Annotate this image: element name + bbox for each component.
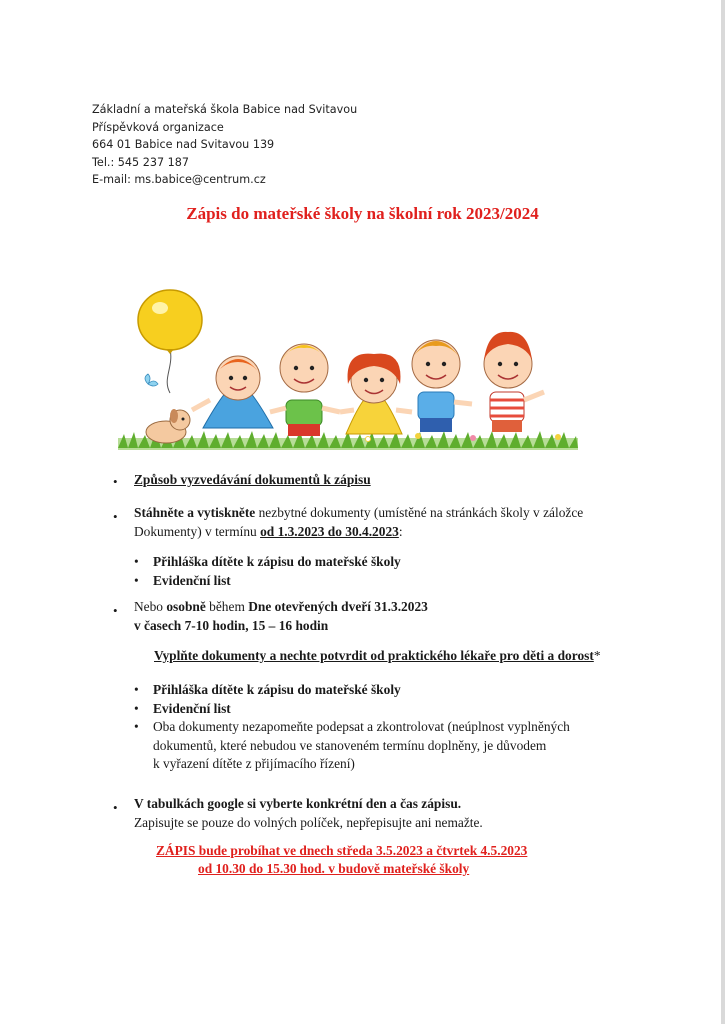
google-sheets-l1: V tabulkách google si vyberte konkrétní den a čas zápisu. <box>134 796 462 811</box>
list-item: Přihláška dítěte k zápisu do mateřské školy <box>153 554 401 569</box>
download-text-2: Dokumenty) v termínu <box>134 523 261 539</box>
school-phone: Tel.: 545 237 187 <box>92 155 189 169</box>
fill-in-text: Vyplňte dokumenty a nechte potvrdit od praktického lékaře pro děti a dorost <box>154 648 594 663</box>
school-address: 664 01 Babice nad Svitavou 139 <box>92 138 275 151</box>
children-illustration <box>118 288 588 456</box>
google-sheets-l2: Zapisujte se pouze do volných políček, nepřepisujte ani nemažte. <box>134 814 483 830</box>
document-list-2 <box>134 681 570 774</box>
child-boy-green <box>270 344 340 436</box>
butterfly <box>145 374 158 386</box>
child-girl-yellow <box>340 354 412 434</box>
download-text-1: nezbytné dokumenty (umístěné na stránkách školy v záložce <box>255 505 584 520</box>
bullet: • <box>113 509 118 524</box>
open-day-t2: během <box>205 599 249 614</box>
list-item: Přihláška dítěte k zápisu do mateřské školy <box>153 682 401 697</box>
child-girl-blue <box>192 356 273 428</box>
bullet: • <box>134 719 139 734</box>
fill-in-star: * <box>593 648 601 663</box>
download-date: od 1.3.2023 do 30.4.2023 <box>260 523 399 539</box>
bullet: • <box>113 474 118 489</box>
bullet: • <box>113 800 118 815</box>
enrollment-date-line-2 <box>198 860 469 879</box>
download-colon: : <box>398 523 403 539</box>
download-instructions <box>134 504 634 541</box>
enrollment-date-text: ZÁPIS bude probíhat ve dnech středa 3.5.2023 a čtvrtek 4.5.2023 <box>156 843 528 858</box>
bullet: • <box>134 700 139 716</box>
section-heading-collection <box>134 471 371 490</box>
open-day-b1: osobně <box>166 599 206 614</box>
open-day-b2: Dne otevřených dveří 31.3.2023 <box>248 599 428 614</box>
enrollment-date-line-1 <box>156 842 527 861</box>
open-day-hours: v časech 7-10 hodin, 15 – 16 hodin <box>134 617 329 633</box>
school-email: E-mail: ms.babice@centrum.cz <box>92 173 266 186</box>
school-header <box>92 101 357 189</box>
bullet: • <box>134 682 139 697</box>
note-line-3: k vyřazení dítěte z přijímacího řízení) <box>153 756 355 771</box>
bullet: • <box>113 603 118 618</box>
heading-text: Způsob vyzvedávání dokumentů k zápisu <box>134 472 371 487</box>
page-title: Zápis do mateřské školy na školní rok 2023/2024 <box>186 204 539 223</box>
document-list-1 <box>134 553 401 590</box>
bullet: • <box>134 554 139 569</box>
child-boy-striped <box>484 332 544 432</box>
enrollment-time-text: od 10.30 do 15.30 hod. v budově mateřské školy <box>198 861 470 876</box>
note-line-2: dokumentů, které nebudou ve stanoveném termínu doplněny, je důvodem <box>153 737 547 753</box>
google-sheets-info <box>134 795 483 832</box>
download-bold: Stáhněte a vytiskněte <box>134 505 256 520</box>
fill-in-heading <box>154 647 601 666</box>
child-boy-blue <box>412 340 472 432</box>
bullet: • <box>134 572 139 588</box>
list-item: Evidenční list <box>153 700 231 716</box>
puppy <box>146 409 190 443</box>
open-day-t1: Nebo <box>134 599 167 614</box>
note-line-1: Oba dokumenty nezapomeňte podepsat a zkontrolovat (neúplnost vyplněných <box>153 719 570 734</box>
open-day-info <box>134 598 428 635</box>
page-edge <box>721 0 725 1024</box>
list-item: Evidenční list <box>153 572 231 588</box>
school-name: Základní a mateřská škola Babice nad Svitavou <box>92 103 358 116</box>
organization-type: Příspěvková organizace <box>92 120 224 134</box>
